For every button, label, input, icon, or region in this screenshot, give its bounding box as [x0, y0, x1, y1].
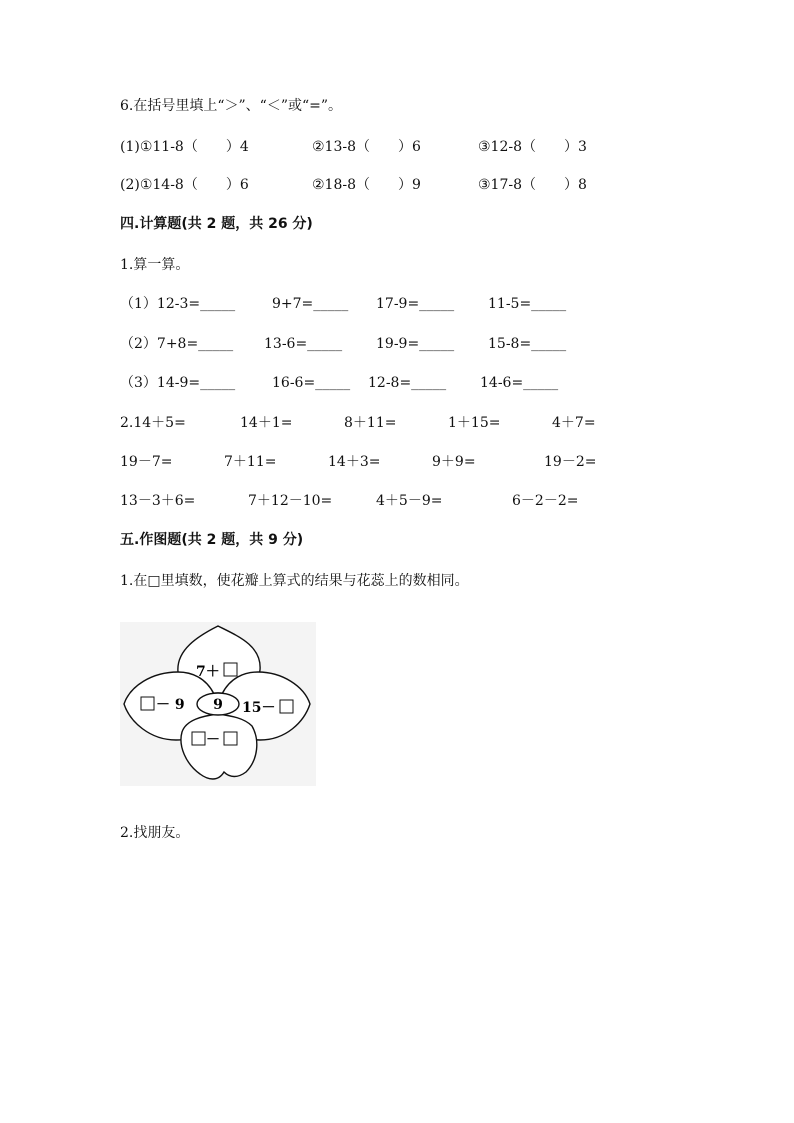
calc-row2-item4: 15-8=_____: [488, 336, 567, 352]
calc-row1-item2: 9+7=_____: [272, 296, 349, 312]
flower-center-number: 9: [213, 697, 223, 713]
q2-row2-item1: 19－7=: [120, 454, 173, 470]
calc-row3-item1: （3）14-9=_____: [120, 375, 236, 391]
section5-q2-title: 2.找朋友。: [120, 825, 190, 841]
q6-title: 6.在括号里填上“＞”、“＜”或“=”。: [120, 98, 343, 114]
q2-row1-item2: 14＋1=: [240, 415, 293, 431]
calc-row3-item2: 16-6=_____: [272, 375, 351, 391]
q2-row3-item2: 7＋12－10=: [248, 493, 333, 509]
q6-row2-item3: ③17-8（ ）8: [478, 177, 587, 193]
flower-top-expression: 7＋: [196, 664, 220, 680]
q2-row1-item4: 1＋15=: [448, 415, 501, 431]
calc-row1-item4: 11-5=_____: [488, 296, 567, 312]
calc-row3-item4: 14-6=_____: [480, 375, 559, 391]
calc-row2-item3: 19-9=_____: [376, 336, 455, 352]
calc-row2-item2: 13-6=_____: [264, 336, 343, 352]
q2-row1-item3: 8＋11=: [344, 415, 397, 431]
q2-row3-item3: 4＋5－9=: [376, 493, 443, 509]
q6-row2-item1: (2)①14-8（ ）6: [120, 177, 249, 193]
section5-title: 五.作图题(共 2 题，共 9 分): [120, 532, 304, 548]
calc-row3-item3: 12-8=_____: [368, 375, 447, 391]
calc-row1-item1: （1）12-3=_____: [120, 296, 236, 312]
flower-figure: [120, 622, 316, 786]
q2-row3-item1: 13－3＋6=: [120, 493, 196, 509]
flower-right-expression: 15－: [242, 700, 276, 716]
flower-bottom-expression: －: [206, 732, 220, 748]
q2-row2-item4: 9＋9=: [432, 454, 476, 470]
q6-row1-item2: ②13-8（ ）6: [312, 139, 421, 155]
section4-q1-title: 1.算一算。: [120, 257, 190, 273]
q6-row1-item1: (1)①11-8（ ）4: [120, 139, 249, 155]
flower-left-expression: － 9: [156, 697, 185, 713]
q2-row1-item5: 4＋7=: [552, 415, 596, 431]
section5-q1-title: 1.在□里填数，使花瓣上算式的结果与花蕊上的数相同。: [120, 573, 469, 589]
q6-row1-item3: ③12-8（ ）3: [478, 139, 587, 155]
section4-title: 四.计算题(共 2 题，共 26 分): [120, 216, 313, 232]
q2-row2-item3: 14＋3=: [328, 454, 381, 470]
q2-row2-item5: 19－2=: [544, 454, 597, 470]
q2-row2-item2: 7＋11=: [224, 454, 277, 470]
q2-row3-item4: 6－2－2=: [512, 493, 579, 509]
calc-row1-item3: 17-9=_____: [376, 296, 455, 312]
q6-row2-item2: ②18-8（ ）9: [312, 177, 421, 193]
calc-row2-item1: （2）7+8=_____: [120, 336, 234, 352]
q2-row1-item1: 2.14＋5=: [120, 415, 186, 431]
